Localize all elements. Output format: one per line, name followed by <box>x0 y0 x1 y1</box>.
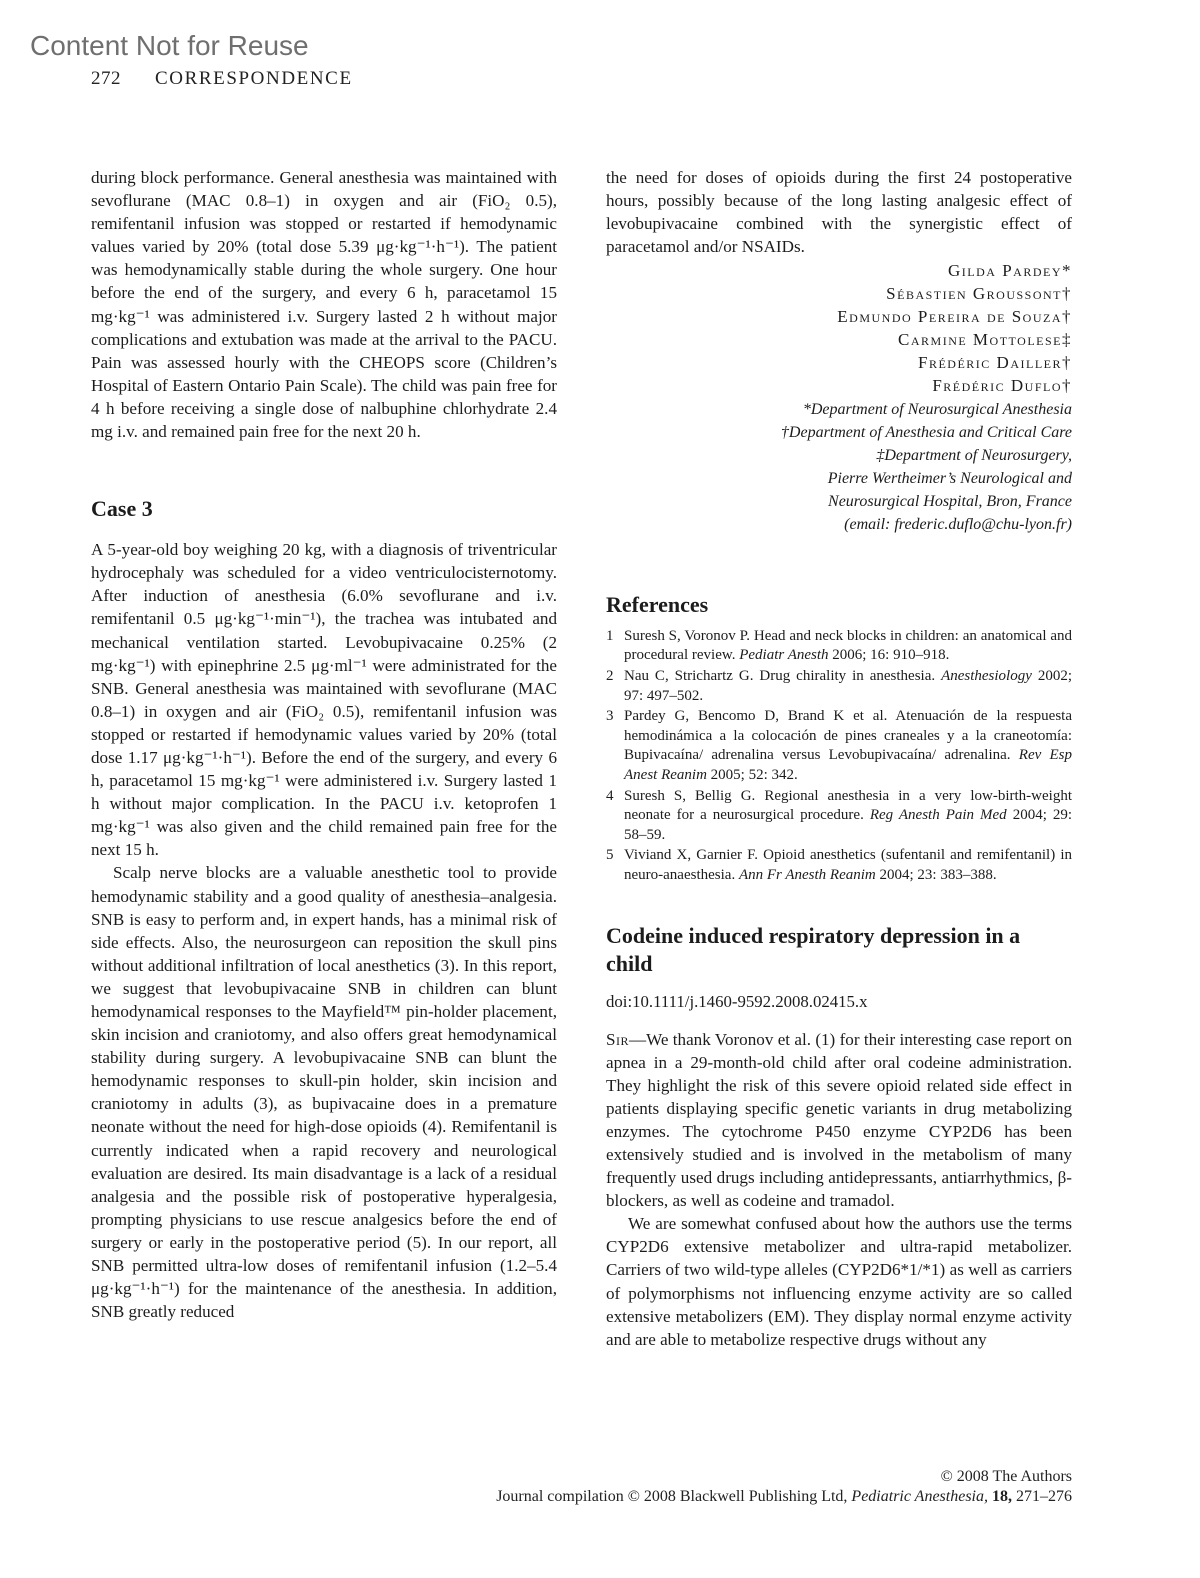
reference-item: 1 Suresh S, Voronov P. Head and neck blocks in children: an anatomical and procedural review. Pediatr Anesth 2006; 16: 910–918. <box>606 627 1072 664</box>
author-name: Carmine Mottolese‡ <box>898 330 1072 350</box>
body-paragraph: the need for doses of opioids during the first 24 postoperative hours, possibly because of the long lasting analgesic effect of levobupivacaine combined with the synergistic effect of paracetamol and/or NSAIDs. <box>606 168 1072 257</box>
reference-list <box>606 627 1072 886</box>
author-list <box>606 260 1072 397</box>
case3-heading: Case 3 <box>91 496 153 522</box>
body-paragraph: A 5-year-old boy weighing 20 kg, with a diagnosis of triventricular hydrocephaly was scheduled for a video ventriculocisternotomy. After induction of anesthesia (6.0% sevoflurane and i.v. remifentanil 0.5 μg·kg⁻¹·min⁻¹), the trachea was intubated and mechanical ventilation started. Levobupivacaine 0.25% (2 mg·kg⁻¹) with epinephrine 2.5 μg·ml⁻¹ were administrated for the SNB. General anesthesia was maintained with sevoflurane (MAC 0.8–1) in oxygen and air (FiO₂ 0.5), remifentanil infusion was stopped or restarted if hemodynamic values varied by 20% (total dose 1.17 μg·kg⁻¹·h⁻¹). Before the end of the surgery, and every 6 h, paracetamol 15 mg·kg⁻¹ were administered i.v. Surgery lasted 1 h without major complication. In the PACU i.v. ketoprofen 1 mg·kg⁻¹ was also given and the child remained pain free for the next 15 h. <box>91 540 557 860</box>
article-title: Codeine induced respiratory depression in a child <box>606 922 1021 976</box>
affiliation-line: *Department of Neurosurgical Anesthesia <box>802 400 1072 418</box>
references-heading: References <box>606 591 709 617</box>
left-column <box>91 166 557 1323</box>
watermark: Content Not for Reuse <box>30 30 309 61</box>
footer-journal: Journal compilation © 2008 Blackwell Publishing Ltd, Pediatric Anesthesia, 18, 271–276 <box>496 1488 1072 1505</box>
body-paragraph: We are somewhat confused about how the authors use the terms CYP2D6 extensive metabolizer and ultra-rapid metabolizer. Carriers of two wild-type alleles (CYP2D6*1/*1) as well as carriers of polymorphisms not influencing enzyme activity are so called extensive metabolizers (EM). They display normal enzyme activity and are able to metabolize respective drugs without any <box>606 1214 1072 1349</box>
right-column <box>606 166 1072 1351</box>
author-name: Edmundo Pereira de Souza† <box>837 307 1072 327</box>
affiliation-line: †Department of Anesthesia and Critical Care <box>780 423 1072 441</box>
reference-item: 4 Suresh S, Bellig G. Regional anesthesia in a very low-birth-weight neonate for a neurosurgical procedure. Reg Anesth Pain Med 2004; 29: 58–59. <box>606 787 1073 843</box>
author-name: Frédéric Dailler† <box>918 353 1072 372</box>
body-paragraph: Sir—We thank Voronov et al. (1) for their interesting case report on apnea in a 29-month-old child after oral codeine administration. They highlight the risk of this severe opioid related side effect in patients displaying specific genetic variants in drug metabolizing enzymes. The cytochrome P450 enzyme CYP2D6 has been extensively studied and is involved in the metabolism of many frequently used drugs including antidepressants, antiarrhythmics, β-blockers, as well as codeine and tramadol. <box>606 1029 1072 1211</box>
reference-item: 3 Pardey G, Bencomo D, Brand K et al. Atenuación de la respuesta hemodinámica a la colocación de pines craneales y a la craneotomía: Bupivacaína/ adrenalina versus Levobupivacaína/ adrenalina. Rev Esp Anest Reanim 2005; 52: 342. <box>606 708 1073 783</box>
body-paragraph: Scalp nerve blocks are a valuable anesthetic tool to provide hemodynamic stability and a good quality of anesthesia–analgesia. SNB is easy to perform and, in expert hands, has a minimal risk of side effects. Also, the neurosurgeon can reposition the skull pins without additional infiltration of local anesthetics (3). In this report, we suggest that levobupivacaine SNB in children can blunt hemodynamical responses to the Mayfield™ pin-holder placement, skin incision and craniotomy, and also offers great hemodynamical stability during surgery. A levobupivacaine SNB can blunt the hemodynamic responses to skull-pin holder, skin incision and craniotomy in adults (3), as bupivacaine does in a premature neonate without the need for high-dose opioids (4). Remifentanil is currently indicated when a rapid recovery and neurological evaluation are desired. Its main disadvantage is a lack of a residual analgesia and the possible risk of postoperative hyperalgesia, prompting physicians to use rescue analgesics before the end of surgery or early in the postoperative period (5). In our report, all SNB permitted ultra-low doses of remifentanil infusion (1.2–5.4 μg·kg⁻¹·h⁻¹) for the maintenance of the anesthesia. In addition, SNB greatly reduced <box>91 863 557 1322</box>
author-name: Gilda Pardey* <box>948 261 1072 281</box>
affiliation-block <box>606 398 1072 536</box>
affiliation-line: ‡Department of Neurosurgery, <box>876 446 1072 464</box>
section-title: CORRESPONDENCE <box>155 68 353 89</box>
reference-item: 5 Viviand X, Garnier F. Opioid anesthetics (sufentanil and remifentanil) in neuro-anaesthesia. Ann Fr Anesth Reanim 2004; 23: 383–388. <box>606 847 1072 883</box>
reference-item: 2 Nau C, Strichartz G. Drug chirality in anesthesia. Anesthesiology 2002; 97: 497–502. <box>606 668 1073 704</box>
affiliation-email: (email: frederic.duflo@chu-lyon.fr) <box>844 515 1072 533</box>
body-paragraph: during block performance. General anesthesia was maintained with sevoflurane (MAC 0.8–1) in oxygen and air (FiO₂ 0.5), remifentanil infusion was stopped or restarted if hemodynamic values varied by 20% (total dose 5.39 μg·kg⁻¹·h⁻¹). The patient was hemodynamically stable during the whole surgery. One hour before the end of the surgery, and every 6 h, paracetamol 15 mg·kg⁻¹ was administered i.v. Surgery lasted 2 h without major complications and extubation was made at the arrival to the PACU. Pain was assessed hourly with the CHEOPS score (Children’s Hospital of Eastern Ontario Pain Scale). The child was pain free for 4 h before receiving a single dose of nalbuphine chlorhydrate 2.4 mg i.v. and remained pain free for the next 20 h. <box>91 168 557 442</box>
footer-copyright: © 2008 The Authors <box>940 1468 1072 1485</box>
doi: doi:10.1111/j.1460-9592.2008.02415.x <box>606 991 868 1011</box>
affiliation-line: Pierre Wertheimer’s Neurological and <box>827 469 1072 487</box>
author-name: Sébastien Groussont† <box>886 284 1072 304</box>
affiliation-line: Neurosurgical Hospital, Bron, France <box>828 492 1072 510</box>
author-name: Frédéric Duflo† <box>932 375 1072 395</box>
page-number: 272 <box>91 68 121 89</box>
running-header <box>91 68 353 90</box>
salutation: Sir <box>606 1029 630 1049</box>
